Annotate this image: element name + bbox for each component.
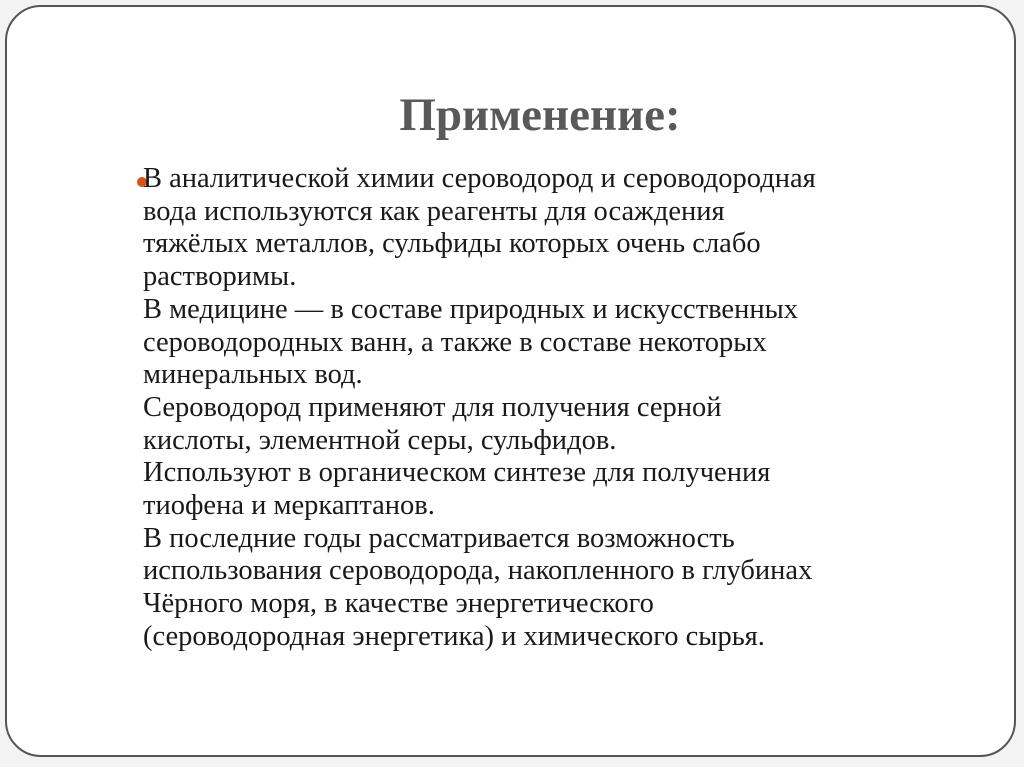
text-line: В последние годы рассматривается возможность	[143, 522, 735, 554]
text-line: Используют в органическом синтезе для получения	[143, 457, 771, 489]
bullet-text	[143, 163, 816, 654]
text-line: вода используются как реагенты для осаждения	[143, 195, 725, 227]
text-line: использования сероводорода, накопленного в глубинах	[143, 555, 813, 587]
text-line: тиофена и меркаптанов.	[143, 490, 435, 522]
text-line: В аналитической химии сероводород и сероводородная	[143, 163, 816, 194]
slide-title: Применение:	[399, 89, 681, 141]
text-line: растворимы.	[143, 261, 297, 293]
text-line: кислоты, элементной серы, сульфидов.	[143, 424, 617, 456]
text-line: Сероводород применяют для получения серной	[143, 391, 722, 423]
text-line: тяжёлых металлов, сульфиды которых очень слабо	[143, 228, 761, 260]
text-line: Чёрного моря, в качестве энергетического	[143, 588, 654, 620]
text-line: В медицине — в составе природных и искусственных	[143, 293, 798, 325]
text-line: минеральных вод.	[143, 359, 363, 391]
text-line: (сероводородная энергетика) и химического сырья.	[143, 620, 765, 652]
text-line: сероводородных ванн, а также в составе некоторых	[143, 326, 767, 358]
